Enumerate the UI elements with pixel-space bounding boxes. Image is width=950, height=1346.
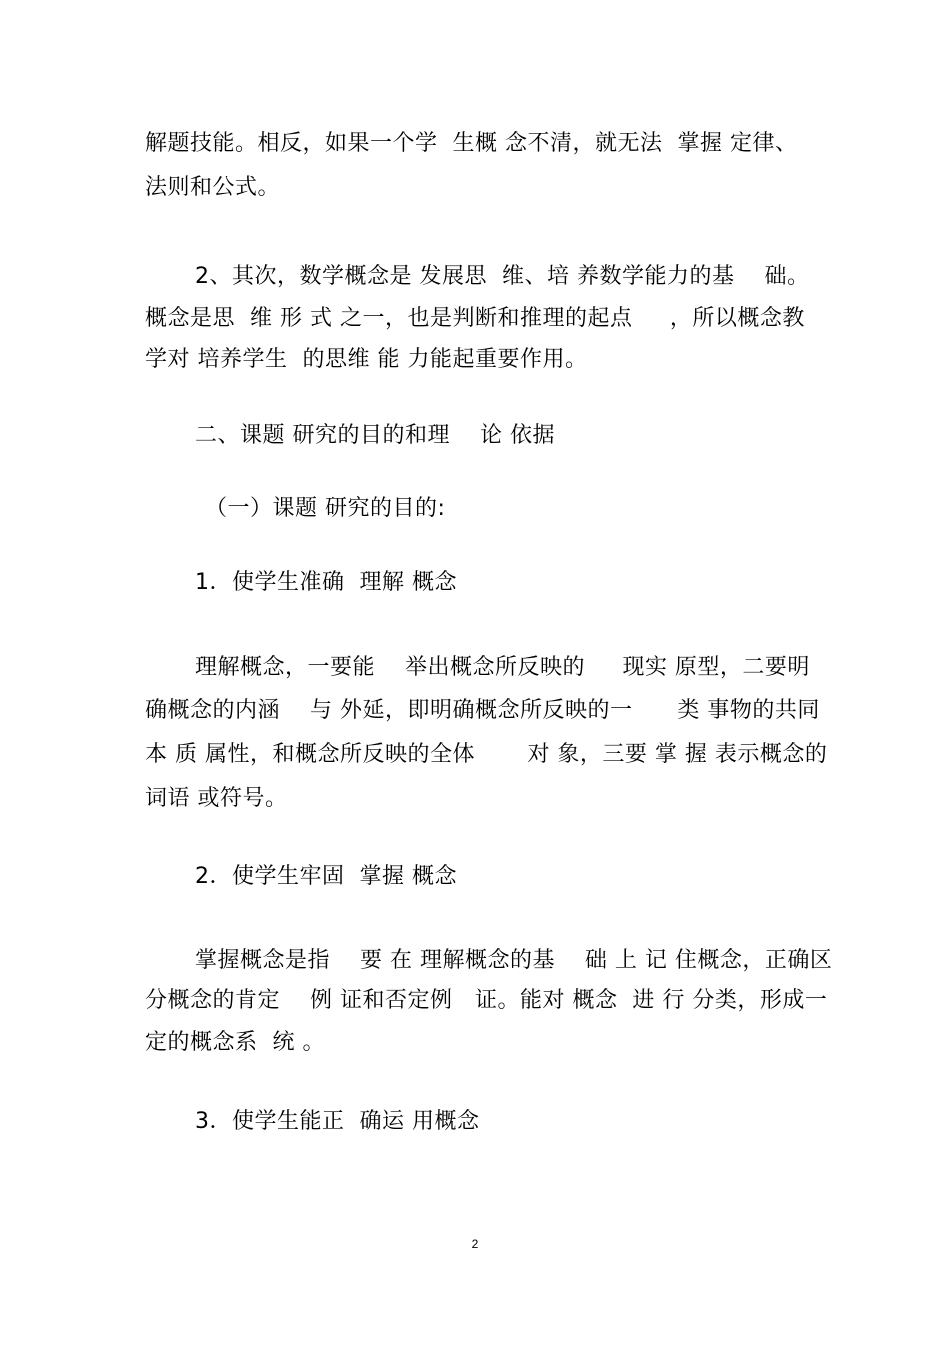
body-text-line: 解题技能。相反，如果一个学 生概 念不清，就无法 掌握 定律、 <box>145 131 798 156</box>
page-number: 2 <box>471 1237 479 1251</box>
body-text-line: 理解概念，一要能 举出概念所反映的 现实 原型，二要明 <box>195 655 810 680</box>
body-text-line: 法则和公式。 <box>145 175 281 200</box>
subsection-heading: （一）课题 研究的目的: <box>205 496 446 521</box>
body-text-line: 词语 或符号。 <box>145 786 288 811</box>
body-text-line: 分概念的肯定 例 证和否定例 证。能对 概念 进 行 分类，形成一 <box>145 988 828 1013</box>
item-title: 1．使学生准确 理解 概念 <box>195 570 457 595</box>
body-text-line: 掌握概念是指 要 在 理解概念的基 础 上 记 住概念，正确区 <box>195 948 833 973</box>
body-text-line: 2、其次，数学概念是 发展思 维、培 养数学能力的基 础。 <box>195 264 810 289</box>
body-text-line: 确概念的内涵 与 外延，即明确概念所反映的一 类 事物的共同 <box>145 698 820 723</box>
body-text-line: 概念是思 维 形 式 之一，也是判断和推理的起点 ，所以概念教 <box>145 306 805 331</box>
body-text-line: 定的概念系 统 。 <box>145 1030 325 1055</box>
body-text-line: 学对 培养学生 的思维 能 力能起重要作用。 <box>145 347 588 372</box>
section-heading: 二、课题 研究的目的和理 论 依据 <box>195 423 555 448</box>
body-text-line: 本 质 属性，和概念所反映的全体 对 象，三要 掌 握 表示概念的 <box>145 742 828 767</box>
item-title: 2．使学生牢固 掌握 概念 <box>195 864 457 889</box>
item-title: 3．使学生能正 确运 用概念 <box>195 1109 480 1134</box>
